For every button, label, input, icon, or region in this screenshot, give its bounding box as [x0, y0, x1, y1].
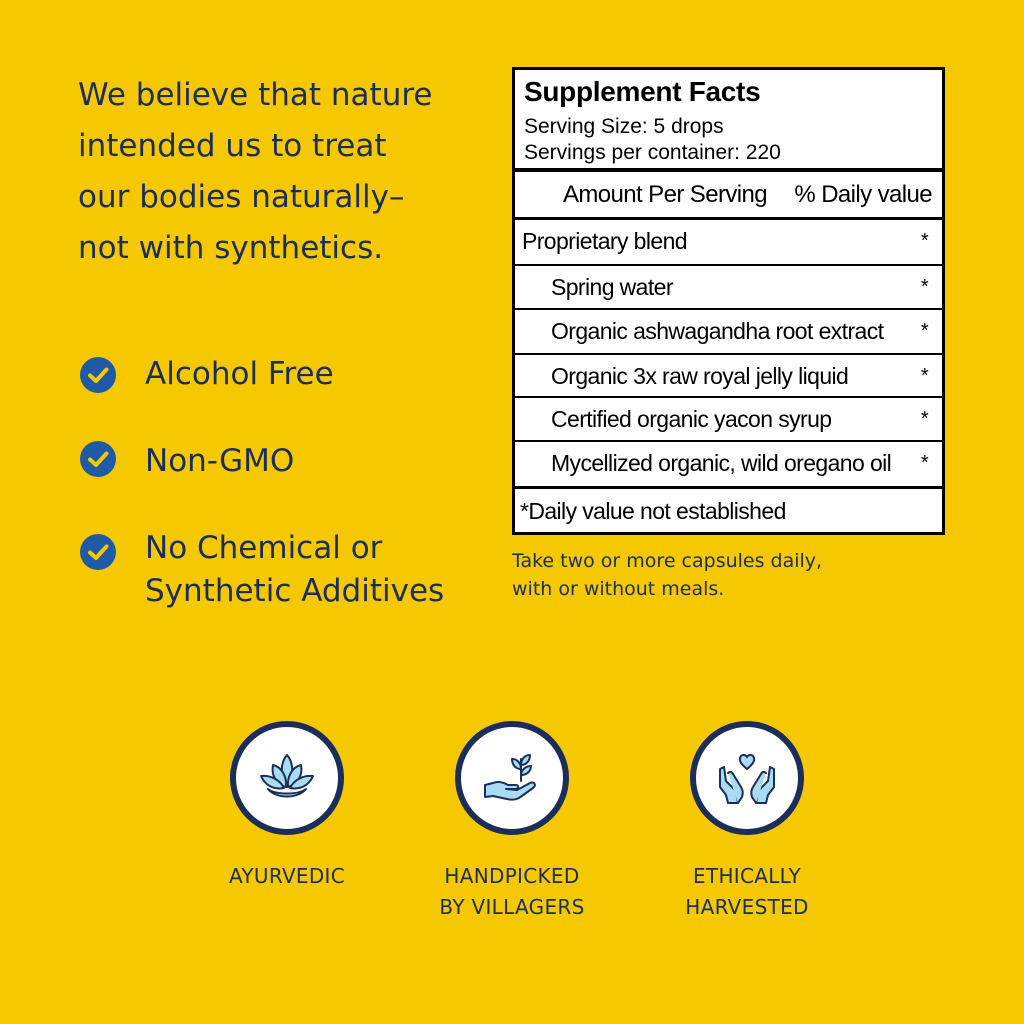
facts-row [515, 266, 942, 310]
ingredient-daily-value: * [920, 365, 928, 387]
badge-label-line: BY VILLAGERS [439, 895, 585, 919]
facts-row [515, 398, 942, 442]
feature-label: Non-GMO [145, 443, 295, 479]
ingredient-name: Certified organic yacon syrup [551, 406, 832, 432]
ingredient-daily-value: * [920, 320, 928, 342]
headline [78, 70, 478, 274]
headline-line: not with synthetics. [78, 230, 384, 266]
feature-label: No Chemical or [145, 530, 383, 566]
hand-sprout-icon [481, 747, 543, 809]
badge-label-line: HARVESTED [685, 895, 809, 919]
column-daily-value: % Daily value [794, 181, 932, 208]
ingredient-name: Spring water [551, 274, 673, 300]
check-circle-icon [80, 441, 116, 477]
footnote-text: *Daily value not established [520, 498, 786, 524]
directions-line: Take two or more capsules daily, [512, 550, 823, 572]
hands-heart-icon [716, 747, 778, 809]
ingredient-name: Organic ashwagandha root extract [551, 318, 884, 344]
headline-line: intended us to treat [78, 128, 387, 164]
feature-label: Synthetic Additives [145, 573, 445, 609]
ingredient-daily-value: * [920, 230, 928, 252]
servings-per-container: Servings per container: 220 [524, 141, 781, 164]
badge-circle [230, 721, 344, 835]
serving-size: Serving Size: 5 drops [524, 115, 724, 138]
badge-label [412, 861, 612, 923]
column-amount-per-serving: Amount Per Serving [563, 181, 767, 208]
lotus-icon [256, 747, 318, 809]
facts-row [515, 442, 942, 486]
ingredient-daily-value: * [920, 276, 928, 298]
headline-line: our bodies naturally– [78, 179, 405, 215]
badge-label-line: ETHICALLY [693, 864, 801, 888]
supplement-facts-header [515, 70, 942, 172]
check-circle-icon [80, 357, 116, 393]
badge-label-line: AYURVEDIC [228, 864, 346, 888]
ingredient-daily-value: * [920, 452, 928, 474]
feature-label: Alcohol Free [145, 356, 334, 392]
check-circle-icon [80, 534, 116, 570]
directions-text [512, 547, 932, 603]
supplement-facts-panel [512, 67, 945, 535]
ingredient-name: Organic 3x raw royal jelly liquid [551, 363, 849, 389]
facts-row [515, 220, 942, 266]
headline-line: We believe that nature [78, 77, 433, 113]
ingredient-name: Mycellized organic, wild oregano oil [551, 450, 892, 476]
badge-label [187, 861, 387, 892]
badge-label-line: HANDPICKED [444, 864, 580, 888]
badge-label [647, 861, 847, 923]
facts-footnote [515, 486, 942, 532]
supplement-facts-title: Supplement Facts [524, 76, 761, 107]
facts-row [515, 310, 942, 355]
facts-column-header [515, 172, 942, 220]
badge-circle [455, 721, 569, 835]
directions-line: with or without meals. [512, 578, 725, 600]
facts-row [515, 355, 942, 398]
ingredient-daily-value: * [920, 408, 928, 430]
badge-circle [690, 721, 804, 835]
ingredient-name: Proprietary blend [522, 228, 687, 254]
